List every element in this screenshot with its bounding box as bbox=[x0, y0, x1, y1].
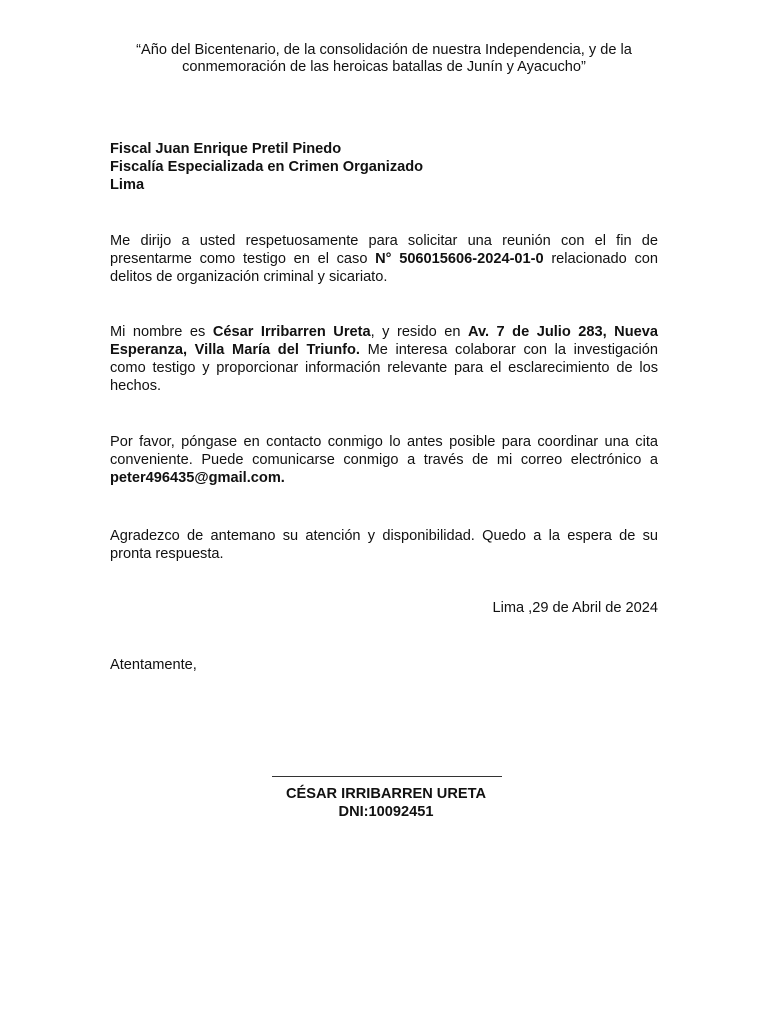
paragraph-contact-text-a: Por favor, póngase en contacto conmigo lo antes posible para coordinar una cita conveniente. Puede comunicarse conmigo a través de mi correo electrónico a bbox=[110, 434, 658, 468]
paragraph-identity-text-b: , y resido en bbox=[370, 324, 468, 340]
paragraph-contact bbox=[110, 433, 658, 487]
closing-salutation: Atentamente, bbox=[110, 657, 197, 673]
paragraph-identity bbox=[110, 323, 658, 395]
paragraph-thanks-text: Agradezco de antemano su atención y disponibilidad. Quedo a la espera de su pronta respuesta. bbox=[110, 528, 658, 562]
recipient-office: Fiscalía Especializada en Crimen Organizado bbox=[110, 159, 424, 175]
recipient-city: Lima bbox=[110, 177, 145, 193]
paragraph-request bbox=[110, 232, 658, 286]
paragraph-request-text-a: Me dirijo a usted respetuosamente para solicitar una reunión con el fin de presentarme como testigo en el caso bbox=[110, 233, 658, 267]
case-number: N° 506015606-2024-01-0 bbox=[375, 251, 544, 267]
paragraph-request-text-b: relacionado con delitos de organización criminal y sicariato. bbox=[110, 251, 658, 285]
signature-name: CÉSAR IRRIBARREN URETA bbox=[286, 786, 486, 802]
motto-line-2: conmemoración de las heroicas batallas de Junín y Ayacucho” bbox=[182, 59, 586, 75]
motto-line-1: “Año del Bicentenario, de la consolidación de nuestra Independencia, y de la bbox=[136, 42, 632, 58]
contact-email: peter496435@gmail.com. bbox=[110, 470, 285, 486]
recipient-block bbox=[110, 140, 658, 194]
paragraph-identity-text-c: Me interesa colaborar con la investigación como testigo y proporcionar información relevante para el esclarecimiento de los hechos. bbox=[110, 342, 658, 394]
paragraph-identity-text-a: Mi nombre es bbox=[110, 324, 213, 340]
paragraph-thanks bbox=[110, 527, 658, 563]
recipient-name: Fiscal Juan Enrique Pretil Pinedo bbox=[110, 141, 342, 157]
witness-address: Av. 7 de Julio 283, Nueva Esperanza, Villa María del Triunfo. bbox=[110, 324, 658, 358]
signature-line bbox=[272, 776, 502, 777]
signature-dni: DNI:10092451 bbox=[338, 804, 434, 820]
witness-name: César Irribarren Ureta bbox=[212, 324, 371, 340]
date-line: Lima ,29 de Abril de 2024 bbox=[492, 600, 658, 616]
header-motto bbox=[100, 42, 668, 76]
